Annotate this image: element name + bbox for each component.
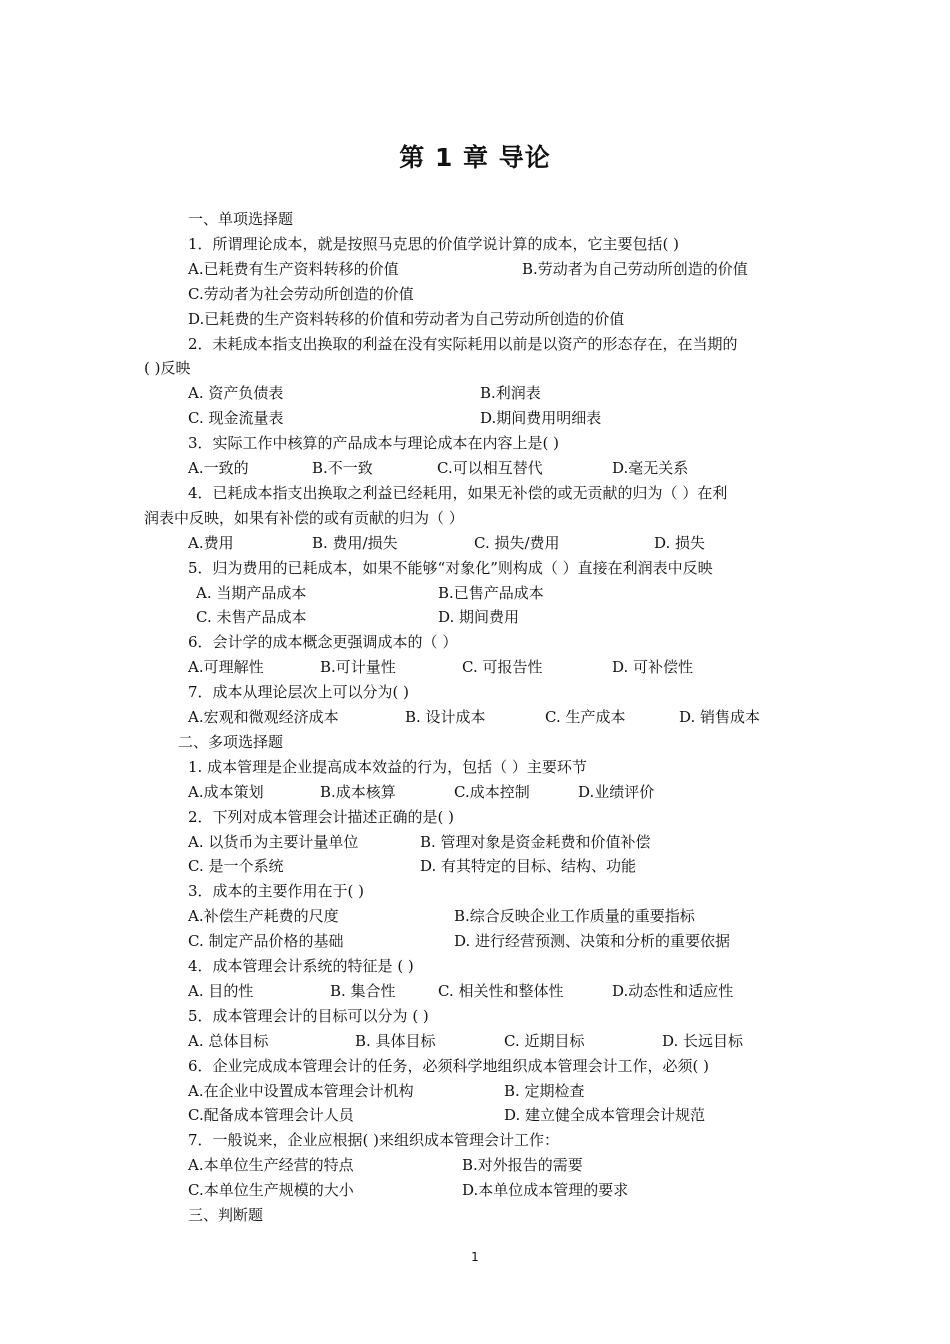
text-segment: 2．下列对成本管理会计描述正确的是( ): [188, 807, 455, 826]
text-segment: B. 定期检查: [504, 1081, 585, 1100]
text-line: [0, 456, 950, 481]
text-segment: 二、多项选择题: [178, 732, 284, 751]
text-segment: D. 进行经营预测、决策和分析的重要依据: [454, 932, 731, 951]
text-line: [0, 257, 950, 282]
text-segment: B. 设计成本: [405, 708, 486, 726]
chapter-title: 第 1 章 导论: [399, 143, 551, 172]
text-segment: 4．成本管理会计系统的特征是 ( ): [188, 957, 414, 975]
text-segment: 6．会计学的成本概念更强调成本的（ ）: [188, 633, 458, 652]
text-segment: 5．成本管理会计的目标可以分为 ( ): [188, 1006, 429, 1025]
text-segment: B.可计量性: [320, 658, 396, 677]
text-line: [0, 1054, 950, 1079]
text-line: [0, 680, 950, 705]
text-line: [0, 605, 950, 630]
text-segment: D. 销售成本: [679, 708, 761, 726]
text-segment: 1. 成本管理是企业提高成本效益的行为，包括（ ）主要环节: [188, 757, 587, 776]
text-segment: 3．实际工作中核算的产品成本与理论成本在内容上是( ): [188, 434, 560, 453]
text-segment: D.期间费用明细表: [480, 409, 602, 428]
text-segment: 润表中反映，如果有补偿的或有贡献的归为（ ）: [144, 508, 464, 527]
page-number: 1: [471, 1250, 479, 1264]
text-segment: 3．成本的主要作用在于( ): [188, 882, 365, 901]
text-segment: 5．归为费用的已耗成本，如果不能够“对象化”则构成（ ）直接在利润表中反映: [188, 558, 713, 577]
text-segment: B.利润表: [480, 384, 541, 403]
text-line: [0, 730, 950, 755]
text-line: [0, 406, 950, 431]
text-line: [0, 755, 950, 780]
text-line: [0, 1079, 950, 1104]
text-segment: D.动态性和适应性: [612, 981, 734, 1000]
text-segment: B.成本核算: [320, 782, 396, 801]
text-segment: C. 损失/费用: [474, 533, 560, 552]
text-segment: C.成本控制: [454, 782, 530, 801]
text-line: [0, 1004, 950, 1029]
text-segment: A. 总体目标: [188, 1031, 269, 1050]
text-segment: A. 资产负债表: [188, 384, 284, 403]
text-segment: A.在企业中设置成本管理会计机构: [188, 1081, 414, 1100]
text-segment: A.一致的: [188, 459, 249, 477]
text-segment: B. 集合性: [330, 981, 396, 1000]
text-line: [0, 979, 950, 1004]
text-segment: D. 损失: [654, 533, 706, 552]
text-line: [0, 954, 950, 979]
text-segment: A.成本策划: [188, 782, 264, 801]
text-segment: C. 生产成本: [545, 708, 626, 726]
text-line: [0, 356, 950, 381]
text-line: [0, 1203, 950, 1228]
text-line: [0, 506, 950, 531]
text-line: [0, 332, 950, 357]
text-segment: B. 管理对象是资金耗费和价值补偿: [420, 832, 651, 851]
text-line: [0, 556, 950, 581]
text-line: [0, 879, 950, 904]
text-segment: C.本单位生产规模的大小: [188, 1181, 354, 1200]
text-segment: A. 当期产品成本: [196, 583, 307, 602]
text-segment: C.可以相互替代: [437, 459, 543, 477]
text-segment: D. 可补偿性: [612, 658, 694, 677]
text-segment: C. 相关性和整体性: [438, 981, 564, 1000]
text-segment: C. 近期目标: [504, 1031, 585, 1050]
text-line: [0, 431, 950, 456]
text-segment: A. 目的性: [188, 981, 254, 1000]
text-segment: ( )反映: [144, 359, 191, 378]
text-segment: 2．未耗成本指支出换取的利益在没有实际耗用以前是以资产的形态存在，在当期的: [188, 334, 738, 353]
text-segment: C.配备成本管理会计人员: [188, 1106, 354, 1125]
text-segment: D.业绩评价: [578, 782, 655, 801]
text-segment: B. 具体目标: [355, 1031, 436, 1050]
text-line: [0, 805, 950, 830]
text-segment: C.劳动者为社会劳动所创造的价值: [188, 284, 414, 303]
text-segment: 7．一般说来，企业应根据( )来组织成本管理会计工作：: [188, 1131, 560, 1150]
text-line: [0, 854, 950, 879]
text-line: [0, 705, 950, 730]
text-line: [0, 655, 950, 680]
text-segment: D. 期间费用: [438, 608, 520, 627]
text-segment: 三、判断题: [188, 1206, 264, 1224]
text-segment: D.已耗费的生产资料转移的价值和劳动者为自己劳动所创造的价值: [188, 309, 625, 328]
text-line: [0, 830, 950, 855]
text-segment: 一、单项选择题: [188, 210, 294, 228]
text-segment: B.对外报告的需要: [462, 1156, 583, 1175]
text-segment: D. 长远目标: [662, 1031, 744, 1050]
text-line: [0, 1178, 950, 1203]
text-line: [0, 581, 950, 606]
text-line: [0, 531, 950, 556]
text-line: [0, 307, 950, 332]
text-line: [0, 1029, 950, 1054]
text-line: [0, 1103, 950, 1128]
text-segment: A.补偿生产耗费的尺度: [188, 907, 339, 926]
text-segment: C. 制定产品价格的基础: [188, 932, 344, 951]
text-segment: A. 以货币为主要计量单位: [188, 832, 359, 851]
text-segment: B.综合反映企业工作质量的重要指标: [454, 907, 695, 926]
text-segment: A.宏观和微观经济成本: [188, 708, 339, 726]
text-line: [0, 904, 950, 929]
text-line: [0, 1128, 950, 1153]
text-segment: D. 有其特定的目标、结构、功能: [420, 857, 637, 876]
text-segment: C. 未售产品成本: [196, 608, 307, 627]
text-segment: A.已耗费有生产资料转移的价值: [188, 259, 399, 278]
text-line: [0, 381, 950, 406]
text-segment: C. 是一个系统: [188, 857, 284, 876]
text-segment: 4．已耗成本指支出换取之利益已经耗用，如果无补偿的或无贡献的归为（ ）在利: [188, 483, 728, 502]
text-segment: B.已售产品成本: [438, 583, 544, 602]
text-segment: 6．企业完成成本管理会计的任务，必须科学地组织成本管理会计工作，必须( ): [188, 1056, 710, 1075]
text-segment: 7．成本从理论层次上可以分为( ): [188, 683, 410, 702]
text-line: [0, 630, 950, 655]
text-segment: B.不一致: [312, 459, 373, 477]
text-segment: A.本单位生产经营的特点: [188, 1156, 354, 1175]
text-segment: A.可理解性: [188, 658, 264, 677]
text-segment: B.劳动者为自己劳动所创造的价值: [522, 259, 748, 278]
text-segment: A.费用: [188, 533, 234, 552]
text-line: [0, 232, 950, 257]
text-segment: 1．所谓理论成本，就是按照马克思的价值学说计算的成本，它主要包括( ): [188, 234, 680, 253]
text-segment: D.毫无关系: [612, 459, 689, 477]
text-line: [0, 780, 950, 805]
text-segment: C. 现金流量表: [188, 409, 284, 428]
text-line: [0, 929, 950, 954]
text-segment: D.本单位成本管理的要求: [462, 1181, 629, 1200]
text-line: [0, 282, 950, 307]
text-line: [0, 481, 950, 506]
text-line: [0, 1153, 950, 1178]
text-line: [0, 207, 950, 232]
text-segment: B. 费用/损失: [312, 533, 398, 552]
text-segment: C. 可报告性: [462, 658, 543, 677]
text-segment: D. 建立健全成本管理会计规范: [504, 1106, 706, 1125]
